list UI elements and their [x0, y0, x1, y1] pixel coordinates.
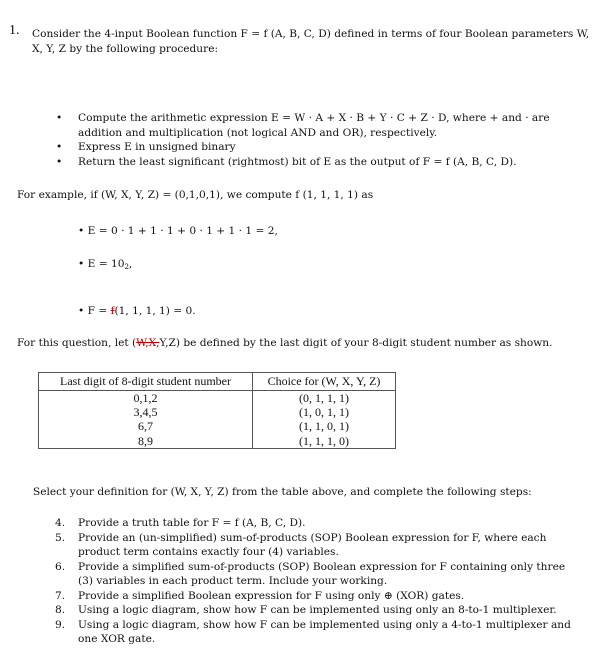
list-item: 5. Provide an (un-simplified) sum-of-products (SOP) Boolean expression for F, where each product term contains exactly four (4) variables. — [55, 531, 547, 558]
table-row — [39, 419, 396, 433]
table-row — [39, 434, 396, 449]
task-list — [55, 516, 575, 647]
question-intro: Consider the 4-input Boolean function F = f (A, B, C, D) defined in terms of four Boolean parameters W, X, Y, Z by the following procedure: — [32, 28, 590, 55]
bullet-icon: • — [56, 155, 63, 168]
example-line-2: • $E = 10_2$, — [78, 258, 133, 271]
bullet-icon: • — [56, 112, 63, 124]
table-cell: 0,1,2 — [39, 391, 253, 406]
table-cell: 8,9 — [39, 434, 253, 449]
list-item: 6. Provide a simplified sum-of-products (SOP) Boolean expression for F containing only three (3) variables in each product term. Include your working. — [55, 560, 566, 587]
table-cell: 6,7 — [39, 419, 253, 433]
example-line-3: • F = f(1, 1, 1, 1) = 0. — [78, 305, 196, 317]
struck-text: W,X, — [136, 337, 160, 349]
procedure-step: • Compute the arithmetic expression E = W · A + X · B + Y · C + Z · D, where + and · are addition and multiplication (not logical AND and OR), respectively. — [56, 112, 550, 139]
procedure-list — [56, 111, 576, 169]
example-lead: For example, if (W, X, Y, Z) = (0,1,0,1), we compute f (1, 1, 1, 1) as — [17, 189, 374, 201]
list-item: 9. Using a logic diagram, show how F can be implemented using only a 4-to-1 multiplexer and one XOR gate. — [55, 618, 571, 645]
table-cell: (0, 1, 1, 1) — [253, 391, 396, 406]
example-line-1: • E = 0 · 1 + 1 · 1 + 0 · 1 + 1 · 1 = 2, — [78, 225, 278, 237]
choice-table — [38, 372, 396, 449]
table-header: Choice for (W, X, Y, Z) — [253, 373, 396, 391]
procedure-step: • Return the least significant (rightmost) bit of E as the output of F = f (A, B, C, D). — [56, 155, 517, 168]
table-cell: (1, 0, 1, 1) — [253, 405, 396, 419]
procedure-step: • Express E in unsigned binary — [56, 141, 236, 153]
struck-text: f — [110, 305, 115, 317]
table-cell: 3,4,5 — [39, 405, 253, 419]
question-number: 1. — [9, 23, 20, 38]
definition-line: For this question, let (W,X,Y,Z) be defined by the last digit of your 8-digit student number as shown. — [17, 337, 553, 349]
instruction: Select your definition for (W, X, Y, Z) from the table above, and complete the following steps: — [33, 486, 532, 498]
table-row — [39, 391, 396, 406]
table-header: Last digit of 8-digit student number — [39, 373, 253, 391]
list-item: 7. Provide a simplified Boolean expression for F using only ⊕ (XOR) gates. — [55, 589, 465, 602]
table-cell: (1, 1, 0, 1) — [253, 419, 396, 433]
list-item: 8. Using a logic diagram, show how F can be implemented using only an 8-to-1 multiplexer. — [55, 604, 557, 616]
list-item: 4. Provide a truth table for F = f (A, B, C, D). — [55, 517, 306, 529]
bullet-icon: • — [56, 141, 63, 153]
table-cell: (1, 1, 1, 0) — [253, 434, 396, 449]
table-row — [39, 405, 396, 419]
table-header-row — [39, 373, 396, 391]
